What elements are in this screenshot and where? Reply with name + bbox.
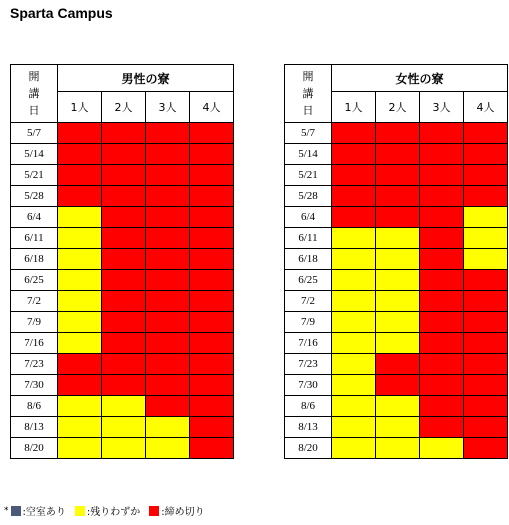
availability-cell bbox=[58, 186, 102, 207]
availability-cell bbox=[146, 144, 190, 165]
availability-cell bbox=[332, 333, 376, 354]
date-cell: 5/14 bbox=[285, 144, 332, 165]
availability-cell bbox=[420, 228, 464, 249]
table-row bbox=[285, 165, 508, 186]
available-label: :空室あり bbox=[22, 507, 66, 518]
availability-cell bbox=[420, 165, 464, 186]
availability-cell bbox=[102, 123, 146, 144]
date-cell: 7/23 bbox=[11, 354, 58, 375]
availability-cell bbox=[420, 354, 464, 375]
availability-cell bbox=[376, 186, 420, 207]
availability-cell bbox=[146, 396, 190, 417]
availability-cell bbox=[376, 375, 420, 396]
availability-cell bbox=[376, 333, 420, 354]
availability-cell bbox=[420, 417, 464, 438]
availability-cell bbox=[420, 144, 464, 165]
availability-cell bbox=[464, 417, 508, 438]
availability-cell bbox=[102, 354, 146, 375]
availability-cell bbox=[464, 270, 508, 291]
availability-cell bbox=[102, 312, 146, 333]
table-row bbox=[11, 354, 234, 375]
availability-cell bbox=[102, 375, 146, 396]
table-row bbox=[285, 270, 508, 291]
availability-cell bbox=[376, 417, 420, 438]
date-cell: 8/6 bbox=[11, 396, 58, 417]
table-row bbox=[285, 354, 508, 375]
availability-cell bbox=[102, 333, 146, 354]
date-cell: 5/28 bbox=[11, 186, 58, 207]
availability-cell bbox=[58, 375, 102, 396]
availability-cell bbox=[332, 123, 376, 144]
table-row bbox=[11, 417, 234, 438]
table-row bbox=[11, 375, 234, 396]
availability-cell bbox=[420, 186, 464, 207]
availability-cell bbox=[190, 123, 234, 144]
availability-cell bbox=[332, 186, 376, 207]
date-cell: 5/7 bbox=[285, 123, 332, 144]
date-cell: 8/13 bbox=[285, 417, 332, 438]
availability-cell bbox=[376, 270, 420, 291]
availability-cell bbox=[190, 312, 234, 333]
availability-cell bbox=[102, 396, 146, 417]
availability-cell bbox=[464, 291, 508, 312]
availability-cell bbox=[464, 186, 508, 207]
availability-cell bbox=[332, 312, 376, 333]
availability-cell bbox=[332, 144, 376, 165]
availability-cell bbox=[376, 312, 420, 333]
date-cell: 8/6 bbox=[285, 396, 332, 417]
availability-cell bbox=[58, 249, 102, 270]
availability-cell bbox=[58, 228, 102, 249]
availability-cell bbox=[58, 333, 102, 354]
availability-cell bbox=[146, 165, 190, 186]
availability-cell bbox=[464, 375, 508, 396]
table-row bbox=[11, 438, 234, 459]
availability-cell bbox=[420, 438, 464, 459]
table-row bbox=[285, 228, 508, 249]
room-type-header: 2人 bbox=[376, 92, 420, 123]
room-type-header: 4人 bbox=[190, 92, 234, 123]
table-row bbox=[285, 144, 508, 165]
room-type-header: 1人 bbox=[58, 92, 102, 123]
availability-cell bbox=[102, 249, 146, 270]
availability-cell bbox=[102, 186, 146, 207]
availability-cell bbox=[464, 123, 508, 144]
dorm-title: 男性の寮 bbox=[58, 65, 234, 92]
availability-cell bbox=[464, 207, 508, 228]
availability-cell bbox=[58, 312, 102, 333]
table-row bbox=[11, 333, 234, 354]
availability-cell bbox=[146, 228, 190, 249]
availability-cell bbox=[332, 291, 376, 312]
availability-cell bbox=[58, 123, 102, 144]
availability-cell bbox=[146, 270, 190, 291]
date-cell: 7/23 bbox=[285, 354, 332, 375]
availability-cell bbox=[58, 144, 102, 165]
date-cell: 6/18 bbox=[11, 249, 58, 270]
table-row bbox=[11, 228, 234, 249]
date-cell: 7/2 bbox=[285, 291, 332, 312]
availability-cell bbox=[58, 270, 102, 291]
table-row bbox=[11, 270, 234, 291]
availability-cell bbox=[190, 165, 234, 186]
availability-cell bbox=[376, 207, 420, 228]
table-row bbox=[11, 123, 234, 144]
availability-cell bbox=[190, 291, 234, 312]
availability-cell bbox=[146, 417, 190, 438]
availability-cell bbox=[102, 417, 146, 438]
table-row bbox=[11, 144, 234, 165]
table-row bbox=[285, 123, 508, 144]
availability-cell bbox=[146, 375, 190, 396]
date-cell: 7/2 bbox=[11, 291, 58, 312]
availability-cell bbox=[102, 144, 146, 165]
availability-cell bbox=[190, 333, 234, 354]
date-cell: 7/16 bbox=[11, 333, 58, 354]
availability-cell bbox=[332, 207, 376, 228]
closed-label: :締め切り bbox=[161, 507, 205, 518]
availability-cell bbox=[146, 354, 190, 375]
date-cell: 7/16 bbox=[285, 333, 332, 354]
date-cell: 8/13 bbox=[11, 417, 58, 438]
table-row bbox=[11, 249, 234, 270]
availability-cell bbox=[464, 438, 508, 459]
available-swatch bbox=[11, 506, 21, 516]
opening-date-header: 開 講 日 bbox=[285, 65, 332, 123]
availability-cell bbox=[146, 333, 190, 354]
availability-cell bbox=[332, 417, 376, 438]
availability-cell bbox=[420, 249, 464, 270]
availability-cell bbox=[420, 270, 464, 291]
date-cell: 5/28 bbox=[285, 186, 332, 207]
date-cell: 6/11 bbox=[11, 228, 58, 249]
availability-cell bbox=[190, 249, 234, 270]
availability-cell bbox=[190, 144, 234, 165]
availability-cell bbox=[58, 165, 102, 186]
female-dorm-table bbox=[284, 64, 508, 459]
room-type-header: 3人 bbox=[146, 92, 190, 123]
table-row bbox=[11, 396, 234, 417]
page-title: Sparta Campus bbox=[10, 5, 113, 21]
availability-cell bbox=[58, 438, 102, 459]
table-row bbox=[285, 438, 508, 459]
availability-cell bbox=[376, 249, 420, 270]
availability-cell bbox=[146, 291, 190, 312]
date-cell: 7/9 bbox=[11, 312, 58, 333]
availability-cell bbox=[376, 291, 420, 312]
dorm-title: 女性の寮 bbox=[332, 65, 508, 92]
availability-cell bbox=[464, 228, 508, 249]
availability-cell bbox=[146, 438, 190, 459]
date-cell: 5/7 bbox=[11, 123, 58, 144]
availability-cell bbox=[376, 438, 420, 459]
availability-cell bbox=[420, 396, 464, 417]
date-cell: 6/4 bbox=[11, 207, 58, 228]
availability-cell bbox=[464, 144, 508, 165]
availability-cell bbox=[332, 228, 376, 249]
table-row bbox=[285, 249, 508, 270]
closed-swatch bbox=[149, 506, 159, 516]
availability-cell bbox=[464, 312, 508, 333]
availability-cell bbox=[332, 249, 376, 270]
availability-cell bbox=[420, 123, 464, 144]
date-cell: 6/11 bbox=[285, 228, 332, 249]
table-row bbox=[11, 207, 234, 228]
table-row bbox=[285, 186, 508, 207]
table-row bbox=[285, 375, 508, 396]
availability-cell bbox=[464, 165, 508, 186]
availability-cell bbox=[190, 417, 234, 438]
table-row bbox=[11, 165, 234, 186]
room-type-header: 3人 bbox=[420, 92, 464, 123]
availability-cell bbox=[376, 144, 420, 165]
availability-cell bbox=[190, 438, 234, 459]
availability-cell bbox=[332, 165, 376, 186]
room-type-header: 2人 bbox=[102, 92, 146, 123]
availability-cell bbox=[146, 207, 190, 228]
date-cell: 6/18 bbox=[285, 249, 332, 270]
male-dorm-table bbox=[10, 64, 234, 459]
table-row bbox=[11, 291, 234, 312]
availability-cell bbox=[190, 228, 234, 249]
availability-cell bbox=[464, 249, 508, 270]
availability-cell bbox=[58, 207, 102, 228]
table-row bbox=[11, 312, 234, 333]
availability-cell bbox=[420, 312, 464, 333]
availability-cell bbox=[102, 438, 146, 459]
date-cell: 7/30 bbox=[11, 375, 58, 396]
availability-cell bbox=[332, 354, 376, 375]
room-type-header: 4人 bbox=[464, 92, 508, 123]
date-cell: 6/25 bbox=[11, 270, 58, 291]
few-left-label: :残りわずか bbox=[86, 507, 141, 518]
availability-cell bbox=[376, 354, 420, 375]
table-row bbox=[285, 312, 508, 333]
availability-cell bbox=[58, 396, 102, 417]
availability-cell bbox=[420, 333, 464, 354]
availability-cell bbox=[332, 375, 376, 396]
availability-cell bbox=[376, 228, 420, 249]
date-cell: 5/21 bbox=[11, 165, 58, 186]
availability-cell bbox=[58, 354, 102, 375]
availability-cell bbox=[376, 123, 420, 144]
date-cell: 7/9 bbox=[285, 312, 332, 333]
availability-cell bbox=[420, 207, 464, 228]
availability-cell bbox=[464, 396, 508, 417]
few-left-swatch bbox=[75, 506, 85, 516]
availability-cell bbox=[190, 396, 234, 417]
availability-cell bbox=[464, 333, 508, 354]
opening-date-header: 開 講 日 bbox=[11, 65, 58, 123]
date-cell: 6/25 bbox=[285, 270, 332, 291]
availability-cell bbox=[58, 291, 102, 312]
table-row bbox=[285, 333, 508, 354]
availability-cell bbox=[190, 186, 234, 207]
table-row bbox=[285, 291, 508, 312]
date-cell: 7/30 bbox=[285, 375, 332, 396]
availability-cell bbox=[146, 312, 190, 333]
availability-cell bbox=[190, 207, 234, 228]
availability-cell bbox=[190, 375, 234, 396]
date-cell: 8/20 bbox=[285, 438, 332, 459]
availability-cell bbox=[376, 396, 420, 417]
availability-cell bbox=[420, 291, 464, 312]
availability-cell bbox=[102, 228, 146, 249]
availability-cell bbox=[102, 207, 146, 228]
table-row bbox=[285, 207, 508, 228]
availability-cell bbox=[102, 270, 146, 291]
availability-cell bbox=[464, 354, 508, 375]
table-row bbox=[285, 396, 508, 417]
schedule-body bbox=[285, 123, 508, 459]
availability-cell bbox=[332, 396, 376, 417]
schedule-body bbox=[11, 123, 234, 459]
availability-cell bbox=[102, 291, 146, 312]
availability-cell bbox=[190, 270, 234, 291]
availability-cell bbox=[376, 165, 420, 186]
availability-cell bbox=[58, 417, 102, 438]
availability-cell bbox=[102, 165, 146, 186]
availability-cell bbox=[332, 270, 376, 291]
room-type-header: 1人 bbox=[332, 92, 376, 123]
legend bbox=[4, 503, 213, 518]
table-row bbox=[285, 417, 508, 438]
date-cell: 5/21 bbox=[285, 165, 332, 186]
availability-cell bbox=[146, 249, 190, 270]
table-row bbox=[11, 186, 234, 207]
date-cell: 6/4 bbox=[285, 207, 332, 228]
availability-cell bbox=[332, 438, 376, 459]
date-cell: 8/20 bbox=[11, 438, 58, 459]
availability-cell bbox=[420, 375, 464, 396]
availability-cell bbox=[146, 123, 190, 144]
availability-cell bbox=[146, 186, 190, 207]
legend-asterisk: * bbox=[4, 505, 9, 516]
availability-cell bbox=[190, 354, 234, 375]
date-cell: 5/14 bbox=[11, 144, 58, 165]
